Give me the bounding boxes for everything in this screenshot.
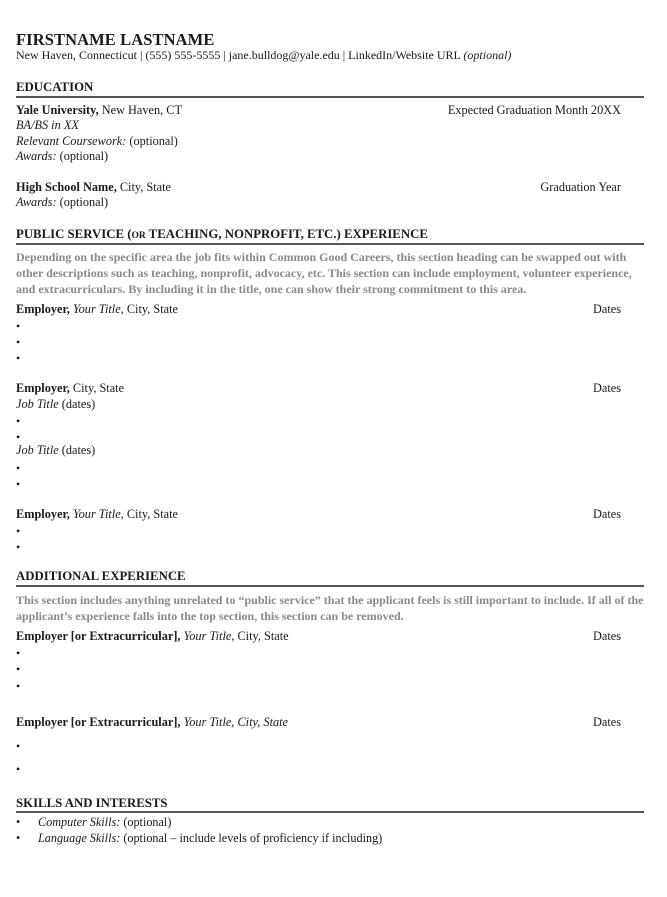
job-title-dates: (dates) — [58, 443, 96, 457]
job-dates: Dates — [593, 507, 621, 521]
bullet-point: • — [16, 646, 21, 660]
school-name: Yale University, — [16, 103, 99, 117]
job-title: Your Title — [183, 629, 232, 643]
skill-label: Language Skills: — [38, 831, 121, 845]
contact-line — [16, 48, 644, 63]
skill-label: Computer Skills: — [38, 815, 121, 829]
experience-entry — [16, 381, 644, 396]
heading-part: PUBLIC SERVICE ( — [16, 227, 132, 241]
degree: BA/BS in XX — [16, 118, 79, 132]
section-divider — [16, 585, 644, 587]
public-service-heading — [16, 227, 428, 244]
education-heading: EDUCATION — [16, 80, 94, 94]
job-title: Your Title, City, State — [183, 715, 289, 729]
public-service-description: Depending on the specific area the job fits within Common Good Careers, this section heading can be swapped out with other descriptions such as teaching, nonprofit, advocacy, etc. This section can include employment, volunteer experience, and extracurriculars. By including it in the title, one can show their strong commitment to this area. — [16, 250, 632, 296]
bullet-point: • — [16, 831, 21, 845]
experience-entry — [16, 302, 644, 317]
employer: Employer, — [16, 381, 70, 395]
graduation-date: Graduation Year — [540, 180, 621, 194]
bullet-point: • — [16, 335, 21, 349]
job-location: City, State — [69, 381, 125, 395]
school-location: City, State — [116, 180, 171, 194]
employer: Employer [or Extracurricular], — [16, 715, 181, 729]
bullet-point: • — [16, 477, 21, 491]
school-name: High School Name, — [16, 180, 117, 194]
section-divider — [16, 96, 644, 98]
bullet-point: • — [16, 679, 21, 693]
coursework-value: (optional) — [126, 134, 178, 148]
school-location: New Haven, CT — [98, 103, 182, 117]
heading-part: TEACHING, NONPROFIT, ETC.) EXPERIENCE — [145, 227, 428, 241]
job-title-dates: (dates) — [58, 397, 96, 411]
bullet-point: • — [16, 461, 21, 475]
heading-smallcaps: OR — [131, 231, 146, 241]
section-divider — [16, 811, 644, 813]
contact-info: New Haven, Connecticut | (555) 555-5555 | jane.bulldog@yale.edu | LinkedIn/Website URL — [16, 48, 464, 62]
awards-label: Awards: — [16, 149, 57, 163]
awards-value: (optional) — [56, 195, 109, 209]
job-location: , City, State — [120, 507, 178, 521]
employer: Employer [or Extracurricular], — [16, 629, 181, 643]
bullet-point: • — [16, 319, 21, 333]
degree-line — [16, 118, 644, 133]
skill-value: (optional – include levels of proficiency if including) — [120, 831, 383, 845]
skills-heading: SKILLS AND INTERESTS — [16, 796, 168, 810]
job-location: , City, State — [120, 302, 178, 316]
job-title: Job Title — [16, 397, 59, 411]
job-dates: Dates — [593, 629, 621, 643]
skill-item — [16, 831, 382, 846]
bullet-point: • — [16, 739, 21, 753]
resume-name: FIRSTNAME LASTNAME — [16, 30, 215, 49]
awards-line — [16, 149, 644, 164]
job-dates: Dates — [593, 715, 621, 729]
job-title: Job Title — [16, 443, 59, 457]
section-divider — [16, 243, 644, 245]
bullet-point: • — [16, 540, 21, 554]
bullet-point: • — [16, 815, 21, 829]
education-entry-yale — [16, 103, 644, 118]
experience-entry — [16, 715, 644, 730]
bullet-point: • — [16, 351, 21, 365]
bullet-point: • — [16, 762, 21, 776]
awards-value: (optional) — [56, 149, 109, 163]
skill-item — [16, 815, 171, 830]
bullet-point: • — [16, 414, 21, 428]
education-entry-highschool — [16, 180, 644, 195]
job-title-line — [16, 397, 644, 412]
job-dates: Dates — [593, 381, 621, 395]
additional-description: This section includes anything unrelated to “public service” that the applicant feels is still important to include. If all of the applicant’s experience falls into the top section, this section can be removed. — [16, 593, 644, 623]
bullet-point: • — [16, 430, 21, 444]
skill-value: (optional) — [120, 815, 172, 829]
awards-line — [16, 195, 644, 210]
bullet-point: • — [16, 662, 21, 676]
employer: Employer, — [16, 507, 70, 521]
contact-optional: (optional) — [463, 48, 512, 62]
experience-entry — [16, 507, 644, 522]
job-title: Your Title — [72, 302, 121, 316]
job-title: Your Title — [72, 507, 121, 521]
coursework-label: Relevant Coursework: — [16, 134, 127, 148]
job-dates: Dates — [593, 302, 621, 316]
coursework-line — [16, 134, 644, 149]
job-title-line — [16, 443, 644, 458]
employer: Employer, — [16, 302, 70, 316]
job-location: , City, State — [231, 629, 289, 643]
bullet-point: • — [16, 524, 21, 538]
graduation-date: Expected Graduation Month 20XX — [447, 103, 621, 117]
experience-entry — [16, 629, 644, 644]
awards-label: Awards: — [16, 195, 57, 209]
additional-experience-heading: ADDITIONAL EXPERIENCE — [16, 569, 186, 583]
